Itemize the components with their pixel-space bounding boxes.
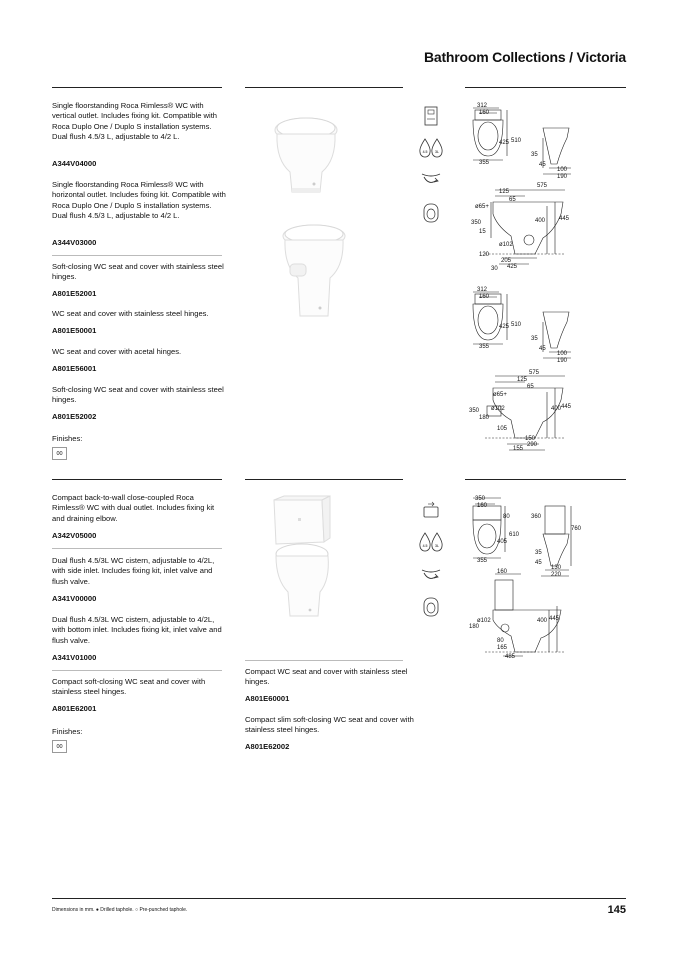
duplo-installation-icon [421, 105, 441, 127]
finishes-label: Finishes: [52, 434, 83, 443]
close-coupled-wc-photo [268, 494, 336, 622]
dim-label: 610 [509, 532, 520, 538]
dim-label: 405 [497, 539, 508, 545]
dim-label: 400 [537, 618, 548, 624]
rimless-icon [419, 564, 443, 586]
finish-swatch: 00 [52, 447, 67, 460]
dim-label: 35 [531, 336, 538, 342]
product-desc: Compact back-to-wall close-coupled Roca Rimless® WC with dual outlet. Includes fixing kit and draining elbow. [52, 493, 215, 523]
finish-swatch: 00 [52, 740, 67, 753]
dim-label: 400 [551, 406, 562, 412]
dim-label: 80 [503, 514, 510, 520]
dim-label: 45 [539, 162, 546, 168]
dim-label: ø65+ [493, 392, 507, 398]
dim-label: 445 [549, 616, 560, 622]
dim-label: 100 [557, 167, 568, 173]
dim-label: 312 [477, 287, 488, 293]
page-number: 145 [607, 904, 626, 916]
product-desc: Compact slim soft-closing WC seat and cover with stainless steel hinges. [245, 715, 414, 735]
rule [465, 87, 626, 88]
dim-label: 510 [511, 322, 522, 328]
dim-label: 205 [501, 258, 512, 264]
dim-label: 155 [513, 446, 524, 452]
rule [245, 479, 403, 480]
flush-label: 3L [435, 544, 439, 548]
product-code: A801E60001 [245, 694, 290, 703]
dim-label: 160 [479, 110, 490, 116]
dim-label: 190 [557, 358, 568, 364]
rule [465, 479, 626, 480]
dim-label: 350 [469, 408, 480, 414]
product-desc: Compact WC seat and cover with stainless steel hinges. [245, 667, 408, 687]
flush-label: 3L [435, 150, 439, 154]
dim-label: 160 [479, 294, 490, 300]
dim-label: 45 [535, 560, 542, 566]
dim-label: 220 [551, 572, 562, 578]
product-desc: Dual flush 4.5/3L WC cistern, adjustable to 4/2L, with side inlet. Includes fixing kit, inlet valve and flush valve. [52, 556, 215, 586]
footer-note: Dimensions in mm. ● Drilled taphole. ○ Pre-punched taphole. [52, 907, 188, 913]
tech-drawing-top-side [465, 98, 585, 180]
dim-label: 510 [511, 138, 522, 144]
dim-label: ø102 [491, 406, 505, 412]
rule [52, 479, 222, 480]
product-code: A341V00000 [52, 594, 97, 603]
dim-label: 150 [525, 436, 536, 442]
dim-label: 160 [477, 503, 488, 509]
product-desc: Dual flush 4.5/3L WC cistern, adjustable to 4/2L, with bottom inlet. Includes fixing kit, inlet valve and flush valve. [52, 615, 222, 645]
dim-label: 125 [499, 189, 510, 195]
dim-label: 760 [571, 526, 582, 532]
product-desc: Soft-closing WC seat and cover with stainless steel hinges. [52, 385, 224, 405]
rule [52, 87, 222, 88]
dim-label: 15 [479, 229, 486, 235]
product-code: A801E52001 [52, 289, 97, 298]
dim-label: 45 [539, 346, 546, 352]
product-code: A801E62002 [245, 742, 290, 751]
dim-label: 355 [479, 344, 490, 350]
footer-rule [52, 898, 626, 899]
product-code: A801E52002 [52, 412, 97, 421]
dim-label: ø102 [477, 618, 491, 624]
dim-label: 165 [497, 645, 508, 651]
page-title: Bathroom Collections / Victoria [423, 49, 626, 65]
dim-label: 445 [559, 216, 570, 222]
dim-label: 350 [471, 220, 482, 226]
dim-label: 350 [475, 496, 486, 502]
soft-close-seat-icon [421, 202, 441, 224]
flush-button-icon [420, 500, 442, 522]
rule [52, 670, 222, 671]
product-desc: Single floorstanding Roca Rimless® WC with vertical outlet. Includes fixing kit. Compatible with Roca Duplo One / Duplo S installation systems. Dual flush 4.5/3 L, adjustable to 4/2 L. [52, 101, 218, 142]
dim-label: 425 [499, 140, 510, 146]
dim-label: 190 [557, 174, 568, 180]
tech-drawing-top-side-2 [465, 282, 585, 364]
flush-label: 4.5 [422, 544, 428, 548]
tech-drawing-vertical-outlet [465, 178, 585, 274]
tech-drawing-close-coupled-side [465, 566, 585, 662]
dim-label: 425 [507, 264, 518, 270]
dim-label: 575 [529, 370, 540, 376]
dim-label: 425 [499, 324, 510, 330]
dual-flush-icon [417, 530, 445, 554]
dim-label: 65 [527, 384, 534, 390]
dim-label: 35 [531, 152, 538, 158]
product-code: A344V04000 [52, 159, 97, 168]
rule [52, 255, 222, 256]
dim-label: 355 [477, 558, 488, 564]
dim-label: 30 [491, 266, 498, 272]
dim-label: 312 [477, 103, 488, 109]
dim-label: 290 [527, 442, 538, 448]
product-code: A344V03000 [52, 238, 97, 247]
dim-label: 125 [517, 377, 528, 383]
wc-photo-horizontal [262, 218, 350, 322]
product-code: A342V05000 [52, 531, 97, 540]
soft-close-seat-icon [421, 596, 441, 618]
dim-label: 35 [535, 550, 542, 556]
dual-flush-icon [417, 136, 445, 160]
dim-label: 355 [479, 160, 490, 166]
rimless-icon [419, 168, 443, 190]
flush-label: 4.5 [422, 150, 428, 154]
product-code: A801E56001 [52, 364, 97, 373]
dim-label: 120 [479, 252, 490, 258]
rule [245, 87, 403, 88]
product-code: A341V01000 [52, 653, 97, 662]
finishes-label: Finishes: [52, 727, 83, 736]
dim-label: 445 [561, 404, 572, 410]
product-desc: Compact soft-closing WC seat and cover with stainless steel hinges. [52, 677, 206, 697]
dim-label: 360 [531, 514, 542, 520]
product-code: A801E62001 [52, 704, 97, 713]
dim-label: 100 [557, 351, 568, 357]
wc-photo-vertical [262, 100, 342, 196]
dim-label: 575 [537, 183, 548, 189]
dim-label: 80 [497, 638, 504, 644]
dim-label: 400 [535, 218, 546, 224]
dim-label: 130 [551, 565, 562, 571]
product-desc: WC seat and cover with stainless steel hinges. [52, 309, 209, 318]
dim-label: 105 [497, 426, 508, 432]
dim-label: 180 [469, 624, 480, 630]
product-desc: Single floorstanding Roca Rimless® WC with horizontal outlet. Includes fixing kit. Compatible with Roca Duplo One / Duplo S installation systems. Dual flush 4.5/3 L, adjustable to 4/2 L. [52, 180, 226, 221]
rule [52, 548, 222, 549]
dim-label: 180 [479, 415, 490, 421]
product-desc: Soft-closing WC seat and cover with stainless steel hinges. [52, 262, 224, 282]
rule [245, 660, 403, 661]
dim-label: ø65+ [475, 204, 489, 210]
dim-label: 65 [509, 197, 516, 203]
product-code: A801E50001 [52, 326, 97, 335]
dim-label: 160 [497, 569, 508, 575]
tech-drawing-horizontal-outlet [465, 366, 585, 456]
product-desc: WC seat and cover with acetal hinges. [52, 347, 182, 356]
dim-label: ø102 [499, 242, 513, 248]
dim-label: 485 [505, 654, 516, 660]
